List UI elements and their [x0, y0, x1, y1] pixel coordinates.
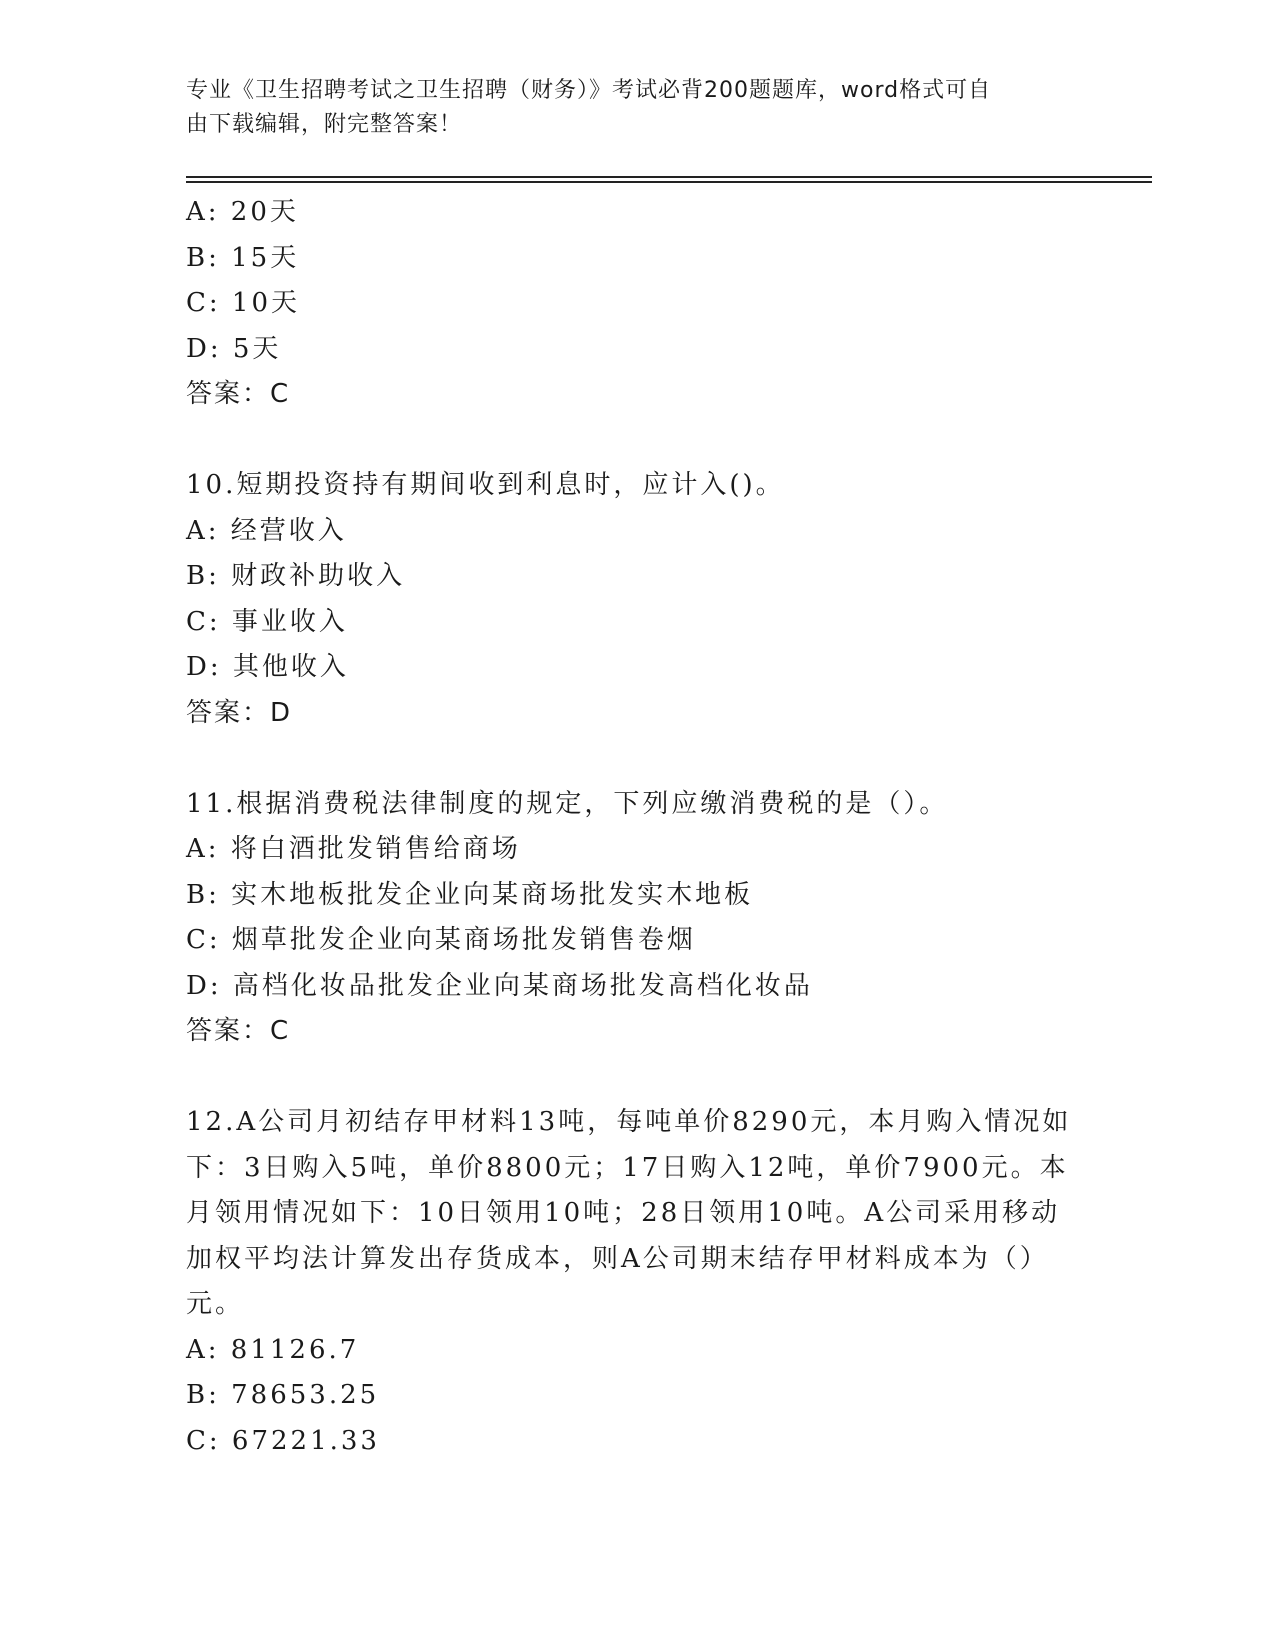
answer: 答案：D	[186, 697, 293, 728]
option-b: B: 15天	[186, 242, 300, 273]
question-10	[186, 463, 1086, 736]
option-a: A: 81126.7	[186, 1334, 360, 1365]
option-c: C: 67221.33	[186, 1425, 380, 1456]
question-stem-line-3: 月领用情况如下：10日领用10吨；28日领用10吨。A公司采用移动	[186, 1198, 1061, 1228]
document-header	[186, 74, 1066, 142]
option-a: A: 经营收入	[186, 515, 347, 546]
spacer	[186, 418, 1086, 464]
option-d: D: 高档化妆品批发企业向某商场批发高档化妆品	[186, 970, 813, 1001]
option-c: C: 10天	[186, 288, 301, 318]
option-d: D: 其他收入	[186, 652, 349, 682]
spacer	[186, 736, 1086, 782]
option-d: D: 5天	[186, 333, 282, 364]
header-divider-top	[186, 176, 1152, 178]
answer: 答案：C	[186, 1016, 291, 1046]
header-line-2: 由下载编辑，附完整答案！	[186, 112, 463, 137]
question-stem-line-1: 12.A公司月初结存甲材料13吨，每吨单价8290元，本月购入情况如	[186, 1107, 1072, 1137]
answer: 答案：C	[186, 379, 291, 409]
question-stem-line-5: 元。	[186, 1289, 245, 1319]
question-12	[186, 1100, 1086, 1464]
option-b: B: 财政补助收入	[186, 561, 406, 591]
option-a: A: 20天	[186, 197, 299, 227]
question-11	[186, 782, 1086, 1055]
question-9	[186, 190, 1086, 418]
option-c: C: 烟草批发企业向某商场批发销售卷烟	[186, 925, 696, 955]
spacer	[186, 1055, 1086, 1101]
question-list	[186, 190, 1086, 1464]
header-line-1: 专业《卫生招聘考试之卫生招聘（财务）》考试必背200题题库，word格式可自	[186, 78, 992, 103]
question-stem: 10.短期投资持有期间收到利息时，应计入()。	[186, 470, 785, 500]
question-stem: 11.根据消费税法律制度的规定，下列应缴消费税的是（）。	[186, 788, 949, 819]
option-c: C: 事业收入	[186, 606, 348, 637]
option-b: B: 78653.25	[186, 1380, 380, 1410]
option-a: A: 将白酒批发销售给商场	[186, 834, 521, 864]
question-stem-line-2: 下：3日购入5吨，单价8800元；17日购入12吨，单价7900元。本	[186, 1152, 1069, 1183]
question-stem-line-4: 加权平均法计算发出存货成本，则A公司期末结存甲材料成本为（）	[186, 1243, 1049, 1274]
header-divider-bottom	[186, 181, 1152, 183]
option-b: B: 实木地板批发企业向某商场批发实木地板	[186, 879, 754, 910]
